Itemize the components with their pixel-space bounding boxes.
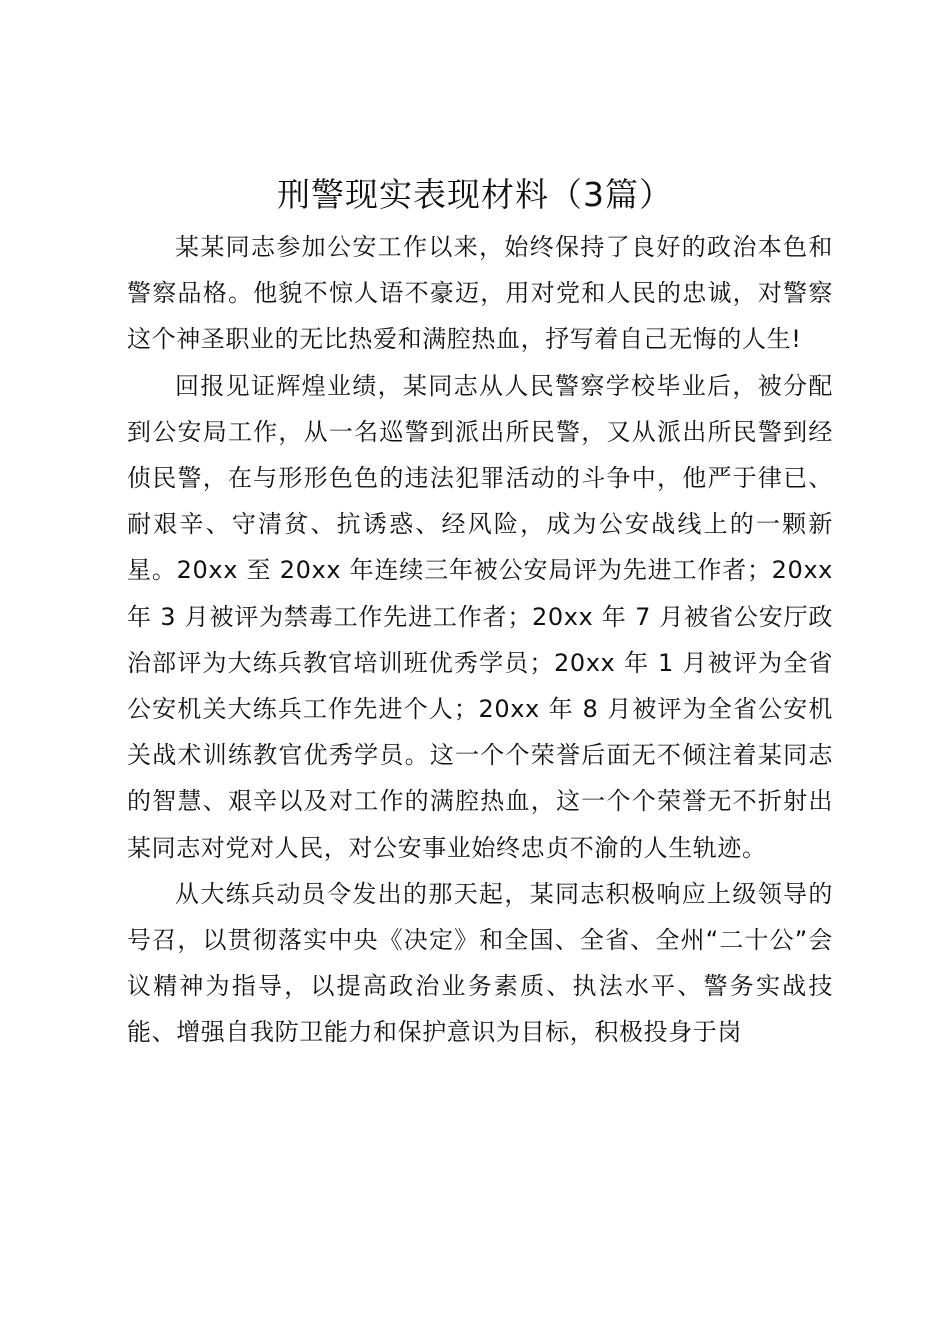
document-body: [127, 224, 833, 1056]
document-title: 刑警现实表现材料（3篇）: [277, 175, 673, 214]
paragraph-3: 从大练兵动员令发出的那天起，某同志积极响应上级领导的号召，以贯彻落实中央《决定》和全国、全省、全州“二十公”会议精神为指导，以提高政治业务素质、执法水平、警务实战技能、增强自我防卫能力和保护意识为目标，积极投身于岗: [127, 879, 833, 1047]
paragraph-1: 某某同志参加公安工作以来，始终保持了良好的政治本色和警察品格。他貌不惊人语不豪迈，用对党和人民的忠诚，对警察这个神圣职业的无比热爱和满腔热血，抒写着自己无悔的人生!: [127, 233, 833, 354]
paragraph-2: 回报见证辉煌业绩，某同志从人民警察学校毕业后，被分配到公安局工作，从一名巡警到派出所民警，又从派出所民警到经侦民警，在与形形色色的违法犯罪活动的斗争中，他严于律已、耐艰辛、守清贫、抗诱惑、经风险，成为公安战线上的一颗新星。20xx 至 20xx 年连续三年被公安局评为先进工作者；20xx 年 3 月被评为禁毒工作先进工作者；20xx 年 7 月被省公安厅政治部评为大练兵教官培训班优秀学员；20xx 年 1 月被评为全省公安机关大练兵工作先进个人；20xx 年 8 月被评为全省公安机关战术训练教官优秀学员。这一个个荣誉后面无不倾注着某同志的智慧、艰辛以及对工作的满腔热血，这一个个荣誉无不折射出某同志对党对人民，对公安事业始终忠贞不渝的人生轨迹。: [127, 371, 833, 862]
